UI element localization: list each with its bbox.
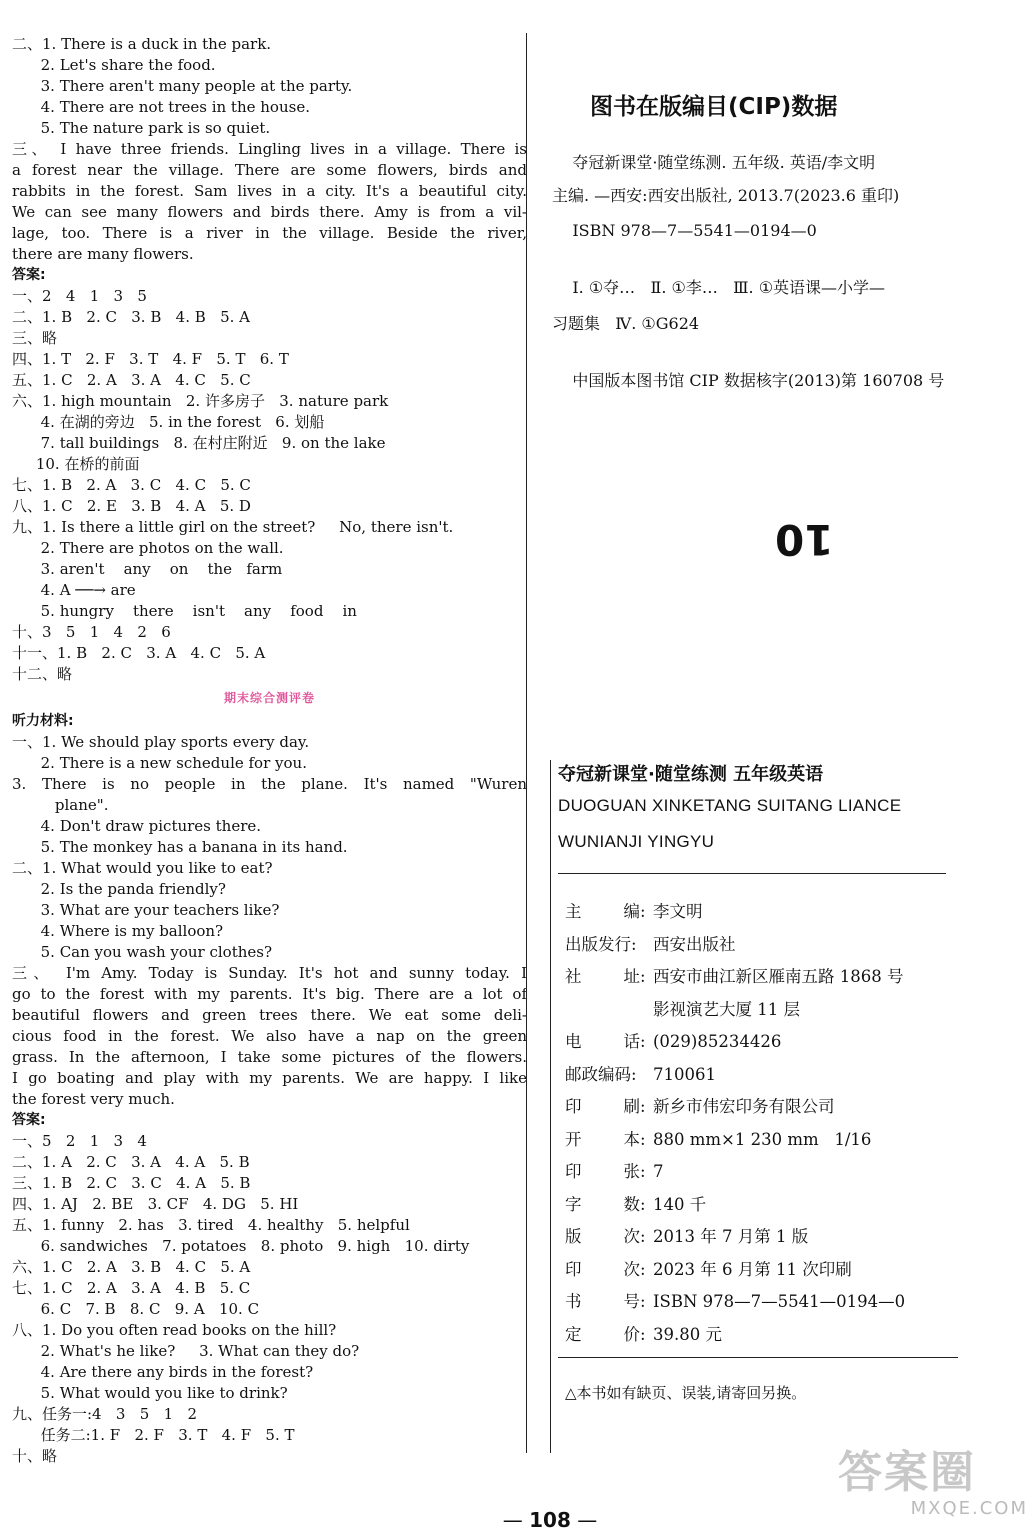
info-row — [565, 896, 985, 929]
answer-line: 七、1. C 2. A 3. A 4. B 5. C — [12, 1279, 251, 1297]
answer-line: 二、1. B 2. C 3. B 4. B 5. A — [12, 308, 250, 326]
info-label: 印 张: — [565, 1162, 646, 1181]
answer-line: 3. There is no people in the plane. It's named "Wuren — [12, 775, 527, 793]
info-label: 电 话: — [565, 1032, 646, 1051]
answer-line: 九、1. Is there a little girl on the street? No, there isn't. — [12, 518, 454, 536]
answer-line: 3. There aren't many people at the party. — [12, 77, 353, 95]
answer-line: 任务二:1. F 2. F 3. T 4. F 5. T — [12, 1426, 295, 1444]
answer-line: 二、1. A 2. C 3. A 4. A 5. B — [12, 1153, 250, 1171]
cip-line-1: 夺冠新课堂·随堂练测. 五年级. 英语/李文明 — [552, 153, 876, 172]
answer-line: 三、 I'm Amy. Today is Sunday. It's hot and sunny today. I — [12, 964, 527, 982]
answer-line: 六、1. high mountain 2. 许多房子 3. nature park — [12, 392, 389, 410]
answer-line: 4. Don't draw pictures there. — [12, 817, 262, 835]
watermark-url: MXQE.COM — [910, 1498, 1028, 1519]
info-row — [565, 1026, 985, 1059]
answer-line: 5. The nature park is so quiet. — [12, 119, 271, 137]
answer-line: 4. Where is my balloon? — [12, 922, 224, 940]
column-divider — [526, 33, 527, 1453]
answer-line: lage, too. There is a river in the village. Beside the river, — [12, 224, 527, 242]
info-label: 印 刷: — [565, 1097, 646, 1116]
answer-line: 二、1. What would you like to eat? — [12, 859, 273, 877]
cip-title: 图书在版编目(CIP)数据 — [590, 94, 838, 120]
info-label: 社 址: — [565, 967, 646, 986]
answer-line: 2. There is a new schedule for you. — [12, 754, 307, 772]
answer-line: go to the forest with my parents. It's big. There are a lot of — [12, 985, 527, 1003]
answer-line: 6. C 7. B 8. C 9. A 10. C — [12, 1300, 260, 1318]
info-value: 2023 年 6 月第 11 次印刷 — [653, 1259, 852, 1279]
cip-line-5: 习题集 Ⅳ. ①G624 — [552, 314, 700, 333]
cip-line-2: 主编. —西安:西安出版社, 2013.7(2023.6 重印) — [552, 186, 900, 205]
info-row — [565, 1124, 985, 1157]
info-row — [565, 1221, 985, 1254]
info-label: 印 次: — [565, 1259, 646, 1279]
info-label: 版 次: — [565, 1227, 646, 1246]
answer-line: 答案: — [12, 267, 46, 283]
answer-line: 4. There are not trees in the house. — [12, 98, 310, 116]
answer-line: 四、1. T 2. F 3. T 4. F 5. T 6. T — [12, 350, 289, 368]
answer-line: plane". — [12, 796, 109, 814]
section-title: 期末综合测评卷 — [223, 691, 315, 705]
info-row — [565, 961, 985, 994]
answer-line: 2. Let's share the food. — [12, 56, 216, 74]
page-number-value: 108 — [529, 1508, 571, 1532]
info-divider — [550, 760, 551, 1453]
cip-line-6: 中国版本图书馆 CIP 数据核字(2013)第 160708 号 — [552, 371, 945, 390]
answer-line: grass. In the afternoon, I take some pictures of the flowers. — [12, 1048, 527, 1066]
info-label: 书 号: — [565, 1292, 646, 1311]
answer-line: 2. What's he like? 3. What can they do? — [12, 1342, 360, 1360]
answer-line: 八、1. Do you often read books on the hill? — [12, 1321, 337, 1339]
info-label: 字 数: — [565, 1194, 646, 1214]
info-value: 影视演艺大厦 11 层 — [653, 999, 800, 1019]
answer-line: 6. sandwiches 7. potatoes 8. photo 9. high 10. dirty — [12, 1237, 470, 1255]
answer-line: 八、1. C 2. E 3. B 4. A 5. D — [12, 497, 251, 515]
info-row — [565, 994, 985, 1027]
divider-bottom — [558, 1357, 958, 1358]
info-value: 880 mm×1 230 mm 1/16 — [653, 1129, 872, 1149]
info-value: 2013 年 7 月第 1 版 — [653, 1227, 809, 1246]
info-row — [565, 1254, 985, 1287]
answer-line: 三、 I have three friends. Lingling lives in a village. There is — [12, 140, 527, 158]
info-label: 主 编: — [565, 902, 646, 921]
answer-line: 5. hungry there isn't any food in — [12, 602, 357, 620]
info-row — [565, 1286, 985, 1319]
answer-line: 3. What are your teachers like? — [12, 901, 280, 919]
info-label: 开 本: — [565, 1129, 646, 1149]
info-label: 出版发行: — [565, 934, 637, 954]
answer-line: there are many flowers. — [12, 245, 194, 263]
answer-line: I go boating and play with my parents. We are happy. I like — [12, 1069, 527, 1087]
answer-line: 4. A ──→ are — [12, 581, 136, 599]
answer-line: 九、任务一:4 3 5 1 2 — [12, 1405, 197, 1423]
info-value: 西安市曲江新区雁南五路 1868 号 — [653, 967, 904, 986]
info-value: 710061 — [653, 1064, 716, 1084]
answer-line: the forest very much. — [12, 1090, 175, 1108]
answer-line: 2. Is the panda friendly? — [12, 880, 226, 898]
answer-line: 一、5 2 1 3 4 — [12, 1132, 147, 1150]
info-row — [565, 1319, 985, 1352]
answer-line: 十一、1. B 2. C 3. A 4. C 5. A — [12, 644, 266, 662]
answer-line: We can see many flowers and birds there. Amy is from a vil- — [12, 203, 527, 221]
answer-line: 4. Are there any birds in the forest? — [12, 1363, 314, 1381]
book-title: 夺冠新课堂·随堂练测 五年级英语 — [558, 764, 824, 785]
answer-line: rabbits in the forest. Sam lives in a city. It's a beautiful city. — [12, 182, 527, 200]
info-label: 定 价: — [565, 1324, 646, 1344]
answer-line: 5. Can you wash your clothes? — [12, 943, 273, 961]
info-value: 140 千 — [653, 1194, 707, 1214]
answer-line: cious food in the forest. We also have a nap on the green — [12, 1027, 527, 1045]
answer-column — [12, 34, 527, 1467]
answer-line: 三、略 — [12, 329, 58, 347]
divider-top — [558, 873, 946, 874]
info-row — [565, 1189, 985, 1222]
cip-isbn: ISBN 978—7—5541—0194—0 — [552, 221, 817, 240]
answer-line: 五、1. C 2. A 3. A 4. C 5. C — [12, 371, 251, 389]
answer-line: 四、1. AJ 2. BE 3. CF 4. DG 5. HI — [12, 1195, 299, 1213]
answer-line: 六、1. C 2. A 3. B 4. C 5. A — [12, 1258, 251, 1276]
notice: △本书如有缺页、误装,请寄回另换。 — [565, 1384, 807, 1402]
answer-line: 五、1. funny 2. has 3. tired 4. healthy 5. helpful — [12, 1216, 410, 1234]
info-value: 李文明 — [653, 902, 703, 921]
answer-line: 三、1. B 2. C 3. C 4. A 5. B — [12, 1174, 251, 1192]
book-pinyin-1: DUOGUAN XINKETANG SUITANG LIANCE — [558, 796, 902, 815]
info-value: 西安出版社 — [653, 934, 736, 954]
info-label: 邮政编码: — [565, 1064, 637, 1084]
answer-line: 十、略 — [12, 1447, 58, 1465]
info-row — [565, 1059, 985, 1092]
answer-line: 听力材料: — [12, 713, 74, 729]
cip-line-4: Ⅰ. ①夺… Ⅱ. ①李… Ⅲ. ①英语课—小学— — [552, 278, 886, 297]
answer-line: 答案: — [12, 1112, 46, 1128]
answer-line: 3. aren't any on the farm — [12, 560, 283, 578]
answer-line: 7. tall buildings 8. 在村庄附近 9. on the lake — [12, 434, 386, 452]
info-value: ISBN 978—7—5541—0194—0 — [653, 1292, 906, 1311]
info-row — [565, 1091, 985, 1124]
answer-line: 5. What would you like to drink? — [12, 1384, 288, 1402]
page-number: — 108 — — [502, 1508, 598, 1532]
page-mark: 10 — [775, 515, 834, 564]
info-row — [565, 929, 985, 962]
answer-line: 2. There are photos on the wall. — [12, 539, 284, 557]
publication-info — [565, 896, 985, 1351]
answer-line: 一、1. We should play sports every day. — [12, 733, 310, 751]
info-row — [565, 1156, 985, 1189]
info-value: (029)85234426 — [653, 1032, 782, 1051]
info-value: 7 — [653, 1162, 664, 1181]
info-value: 新乡市伟宏印务有限公司 — [653, 1097, 835, 1116]
answer-line: beautiful flowers and green trees there. We eat some deli- — [12, 1006, 527, 1024]
answer-line: 4. 在湖的旁边 5. in the forest 6. 划船 — [12, 413, 325, 431]
answer-line: 十、3 5 1 4 2 6 — [12, 623, 171, 641]
book-pinyin-2: WUNIANJI YINGYU — [558, 832, 715, 851]
answer-line: 5. The monkey has a banana in its hand. — [12, 838, 348, 856]
answer-line: 一、2 4 1 3 5 — [12, 287, 147, 305]
watermark — [838, 1448, 1028, 1530]
answer-line: 七、1. B 2. A 3. C 4. C 5. C — [12, 476, 251, 494]
answer-line: 二、1. There is a duck in the park. — [12, 35, 272, 53]
info-value: 39.80 元 — [653, 1324, 722, 1344]
answer-line: 10. 在桥的前面 — [12, 455, 140, 473]
watermark-logo: 答案圈 — [838, 1447, 976, 1498]
answer-line: a forest near the village. There are some flowers, birds and — [12, 161, 527, 179]
answer-line: 十二、略 — [12, 665, 73, 683]
